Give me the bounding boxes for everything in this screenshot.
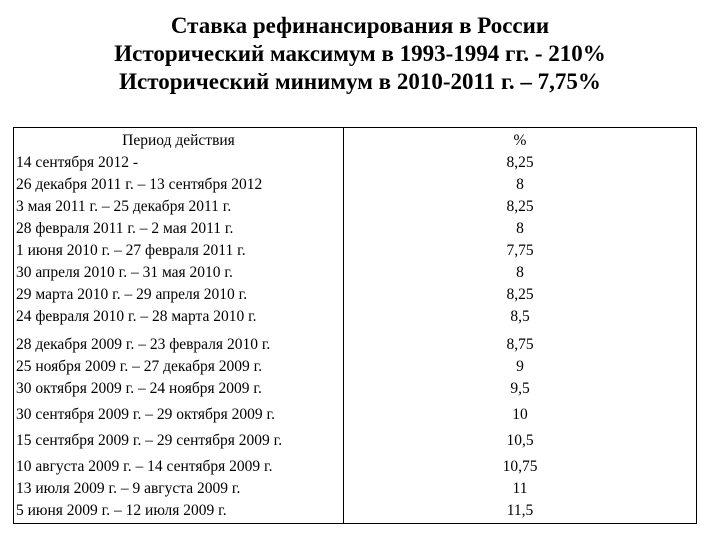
period-cell: 26 декабря 2011 г. – 13 сентября 2012	[16, 176, 263, 193]
rate-cell: 10,5	[506, 432, 534, 449]
rate-cell: 9	[516, 358, 524, 375]
rate-cell: 8	[516, 264, 524, 281]
period-cell: 28 февраля 2011 г. – 2 мая 2011 г.	[16, 220, 234, 237]
table-row	[14, 196, 696, 218]
rate-cell: 8,5	[510, 308, 530, 325]
rate-cell: 10	[512, 406, 528, 423]
table-row	[14, 430, 696, 452]
period-cell: 10 августа 2009 г. – 14 сентября 2009 г.	[16, 458, 273, 475]
table-row	[14, 378, 696, 400]
title-line-1: Ставка рефинансирования в России	[170, 13, 550, 38]
period-cell: 30 апреля 2010 г. – 31 мая 2010 г.	[16, 264, 233, 281]
rate-cell: 9,5	[510, 380, 530, 397]
rate-cell: 8,75	[506, 336, 534, 353]
period-cell: 3 мая 2011 г. – 25 декабря 2011 г.	[16, 198, 232, 215]
refinancing-rate-table	[13, 127, 697, 524]
title-line-2: Исторический максимум в 1993-1994 гг. - 210%	[114, 41, 606, 66]
table-row	[14, 500, 696, 522]
rate-cell: 8	[516, 220, 524, 237]
period-cell: 5 июня 2009 г. – 12 июля 2009 г.	[16, 502, 227, 519]
table-row	[14, 174, 696, 196]
period-cell: 29 марта 2010 г. – 29 апреля 2010 г.	[16, 286, 248, 303]
rate-cell: 8,25	[506, 198, 534, 215]
header-period: Период действия	[122, 132, 235, 149]
rate-cell: 11,5	[506, 502, 534, 519]
rate-cell: 7,75	[506, 242, 534, 259]
table-row	[14, 262, 696, 284]
table-row	[14, 240, 696, 262]
table-row	[14, 404, 696, 426]
table-header-row	[14, 130, 696, 152]
period-cell: 30 октября 2009 г. – 24 ноября 2009 г.	[16, 380, 262, 397]
table-row	[14, 456, 696, 478]
title-line-3: Исторический минимум в 2010-2011 г. – 7,75%	[119, 69, 601, 94]
table-row	[14, 306, 696, 328]
table-row	[14, 356, 696, 378]
page-title	[0, 12, 720, 96]
rate-cell: 8,25	[506, 286, 534, 303]
rate-cell: 11	[512, 480, 528, 497]
table-row	[14, 218, 696, 240]
period-cell: 25 ноября 2009 г. – 27 декабря 2009 г.	[16, 358, 263, 375]
table-row	[14, 284, 696, 306]
period-cell: 1 июня 2010 г. – 27 февраля 2011 г.	[16, 242, 246, 259]
rate-cell: 8,25	[506, 154, 534, 171]
rate-cell: 10,75	[502, 458, 538, 475]
period-cell: 14 сентября 2012 -	[16, 154, 138, 171]
rate-cell: 8	[516, 176, 524, 193]
table-row	[14, 478, 696, 500]
table-row	[14, 334, 696, 356]
table-row	[14, 152, 696, 174]
period-cell: 13 июля 2009 г. – 9 августа 2009 г.	[16, 480, 241, 497]
period-cell: 28 декабря 2009 г. – 23 февраля 2010 г.	[16, 336, 271, 353]
period-cell: 30 сентября 2009 г. – 29 октября 2009 г.	[16, 406, 275, 423]
header-rate: %	[513, 132, 527, 149]
period-cell: 24 февраля 2010 г. – 28 марта 2010 г.	[16, 308, 257, 325]
period-cell: 15 сентября 2009 г. – 29 сентября 2009 г.	[16, 432, 283, 449]
